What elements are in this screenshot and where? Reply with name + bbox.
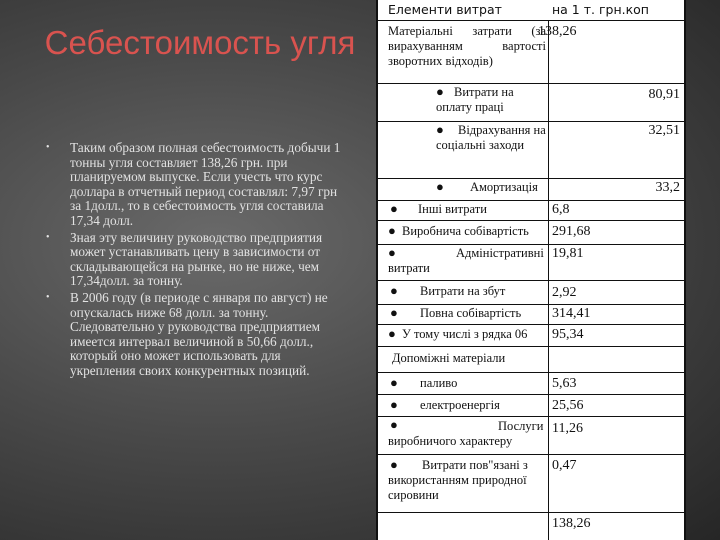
bullet-icon: ●: [390, 375, 398, 390]
row-value: 5,63: [552, 376, 577, 391]
row-label: Амортизація: [470, 180, 538, 194]
bullet-icon: ●: [436, 122, 444, 137]
table-row: [378, 220, 684, 245]
row-label: паливо: [420, 376, 458, 390]
row-label: Допоміжні матеріали: [392, 351, 506, 365]
bullet-icon: ●: [390, 283, 398, 298]
table-row: [378, 372, 684, 395]
row-label: Відрахування на соціальні заходи: [436, 123, 546, 152]
row-label: Повна собівартість: [420, 306, 522, 320]
row-value: 6,8: [552, 202, 570, 217]
table-row: [378, 20, 684, 84]
table-row: [378, 200, 684, 221]
slide-title: Себестоимость угля: [44, 24, 356, 61]
row-label: Виробнича собівартість: [402, 224, 529, 238]
bullet-icon: ●: [436, 179, 444, 194]
bullet-marker: •: [46, 231, 50, 243]
bullet-item: [46, 291, 348, 379]
table-row: [378, 121, 684, 179]
header-cost-elements: Елементи витрат: [388, 2, 502, 17]
table-row: [378, 83, 684, 122]
table-row: [378, 416, 684, 455]
table-row: [378, 324, 684, 347]
row-label: Витрати пов"язані з використанням природної сировини: [388, 458, 528, 502]
bullet-text: Таким образом полная себестоимость добычи 1 тонны угля составляет 138,26 грн. при планируемом выпуске. Если учесть что курс доллара в отчетный период составлял: 7,97 грн за 1долл., то в себестоимость угля составила 17,34 долл.: [70, 140, 341, 228]
bullet-text: Зная эту величину руководство предприятия может устанавливать цену в зависимости от складывающейся на рынке, но не ниже, чем 17,34долл. за тонну.: [70, 229, 323, 289]
row-label: Послуги виробничого характеру: [388, 419, 544, 448]
row-value: 19,81: [552, 246, 584, 261]
row-value: 2,92: [552, 285, 577, 300]
row-label: Інші витрати: [418, 202, 487, 216]
bullet-icon: ●: [390, 397, 398, 412]
table-row: [378, 454, 684, 513]
table-row: [378, 178, 684, 201]
table-row: [378, 512, 684, 540]
row-value: 95,34: [552, 327, 584, 342]
row-value: 32,51: [648, 123, 680, 138]
bullet-item: [46, 141, 348, 229]
row-value: 314,41: [552, 306, 591, 321]
row-value: 25,56: [552, 398, 584, 413]
row-value: 80,91: [648, 87, 680, 102]
row-value: 33,2: [655, 180, 680, 195]
row-label: Витрати на збут: [420, 284, 506, 298]
bullet-text: В 2006 году (в периоде с января по август) не опускалась ниже 68 долл. за тонну. Следовательно у руководства предприятием имеется интервал величиной в 50,66 долл., который оно может использовать для укрепления своих конкурентных позиций.: [70, 289, 328, 378]
row-label: Матеріальні затрати (за вирахуванням вартості зворотних відходів): [388, 24, 546, 68]
bullet-item: [46, 231, 348, 289]
bullet-icon: ●: [390, 457, 398, 472]
table-row: [378, 346, 684, 373]
row-label: Витрати на оплату праці: [436, 85, 514, 114]
row-value: 138,26: [538, 24, 577, 39]
cost-table: [376, 0, 686, 540]
row-value: 291,68: [552, 224, 591, 239]
bullet-icon: ●: [388, 245, 396, 260]
table-row: [378, 280, 684, 305]
header-per-ton: на 1 т. грн.коп: [552, 2, 649, 17]
bullet-icon: ●: [390, 417, 398, 432]
row-label: електроенергія: [420, 398, 500, 412]
row-label: Адміністративні витрати: [388, 246, 544, 275]
bullet-list: [46, 141, 348, 381]
row-value: 11,26: [552, 421, 583, 436]
table-row: [378, 394, 684, 417]
table-row: [378, 304, 684, 325]
row-value: 0,47: [552, 458, 577, 473]
bullet-icon: ●: [388, 223, 396, 238]
bullet-icon: ●: [390, 305, 398, 320]
bullet-icon: ●: [390, 201, 398, 216]
table-header-row: [378, 0, 684, 21]
row-value: 138,26: [552, 516, 591, 531]
bullet-marker: •: [46, 142, 50, 153]
bullet-marker: •: [46, 291, 50, 303]
table-row: [378, 244, 684, 281]
bullet-icon: ●: [436, 84, 444, 99]
row-label: У тому числі з рядка 06: [402, 327, 528, 341]
bullet-icon: ●: [388, 326, 396, 341]
